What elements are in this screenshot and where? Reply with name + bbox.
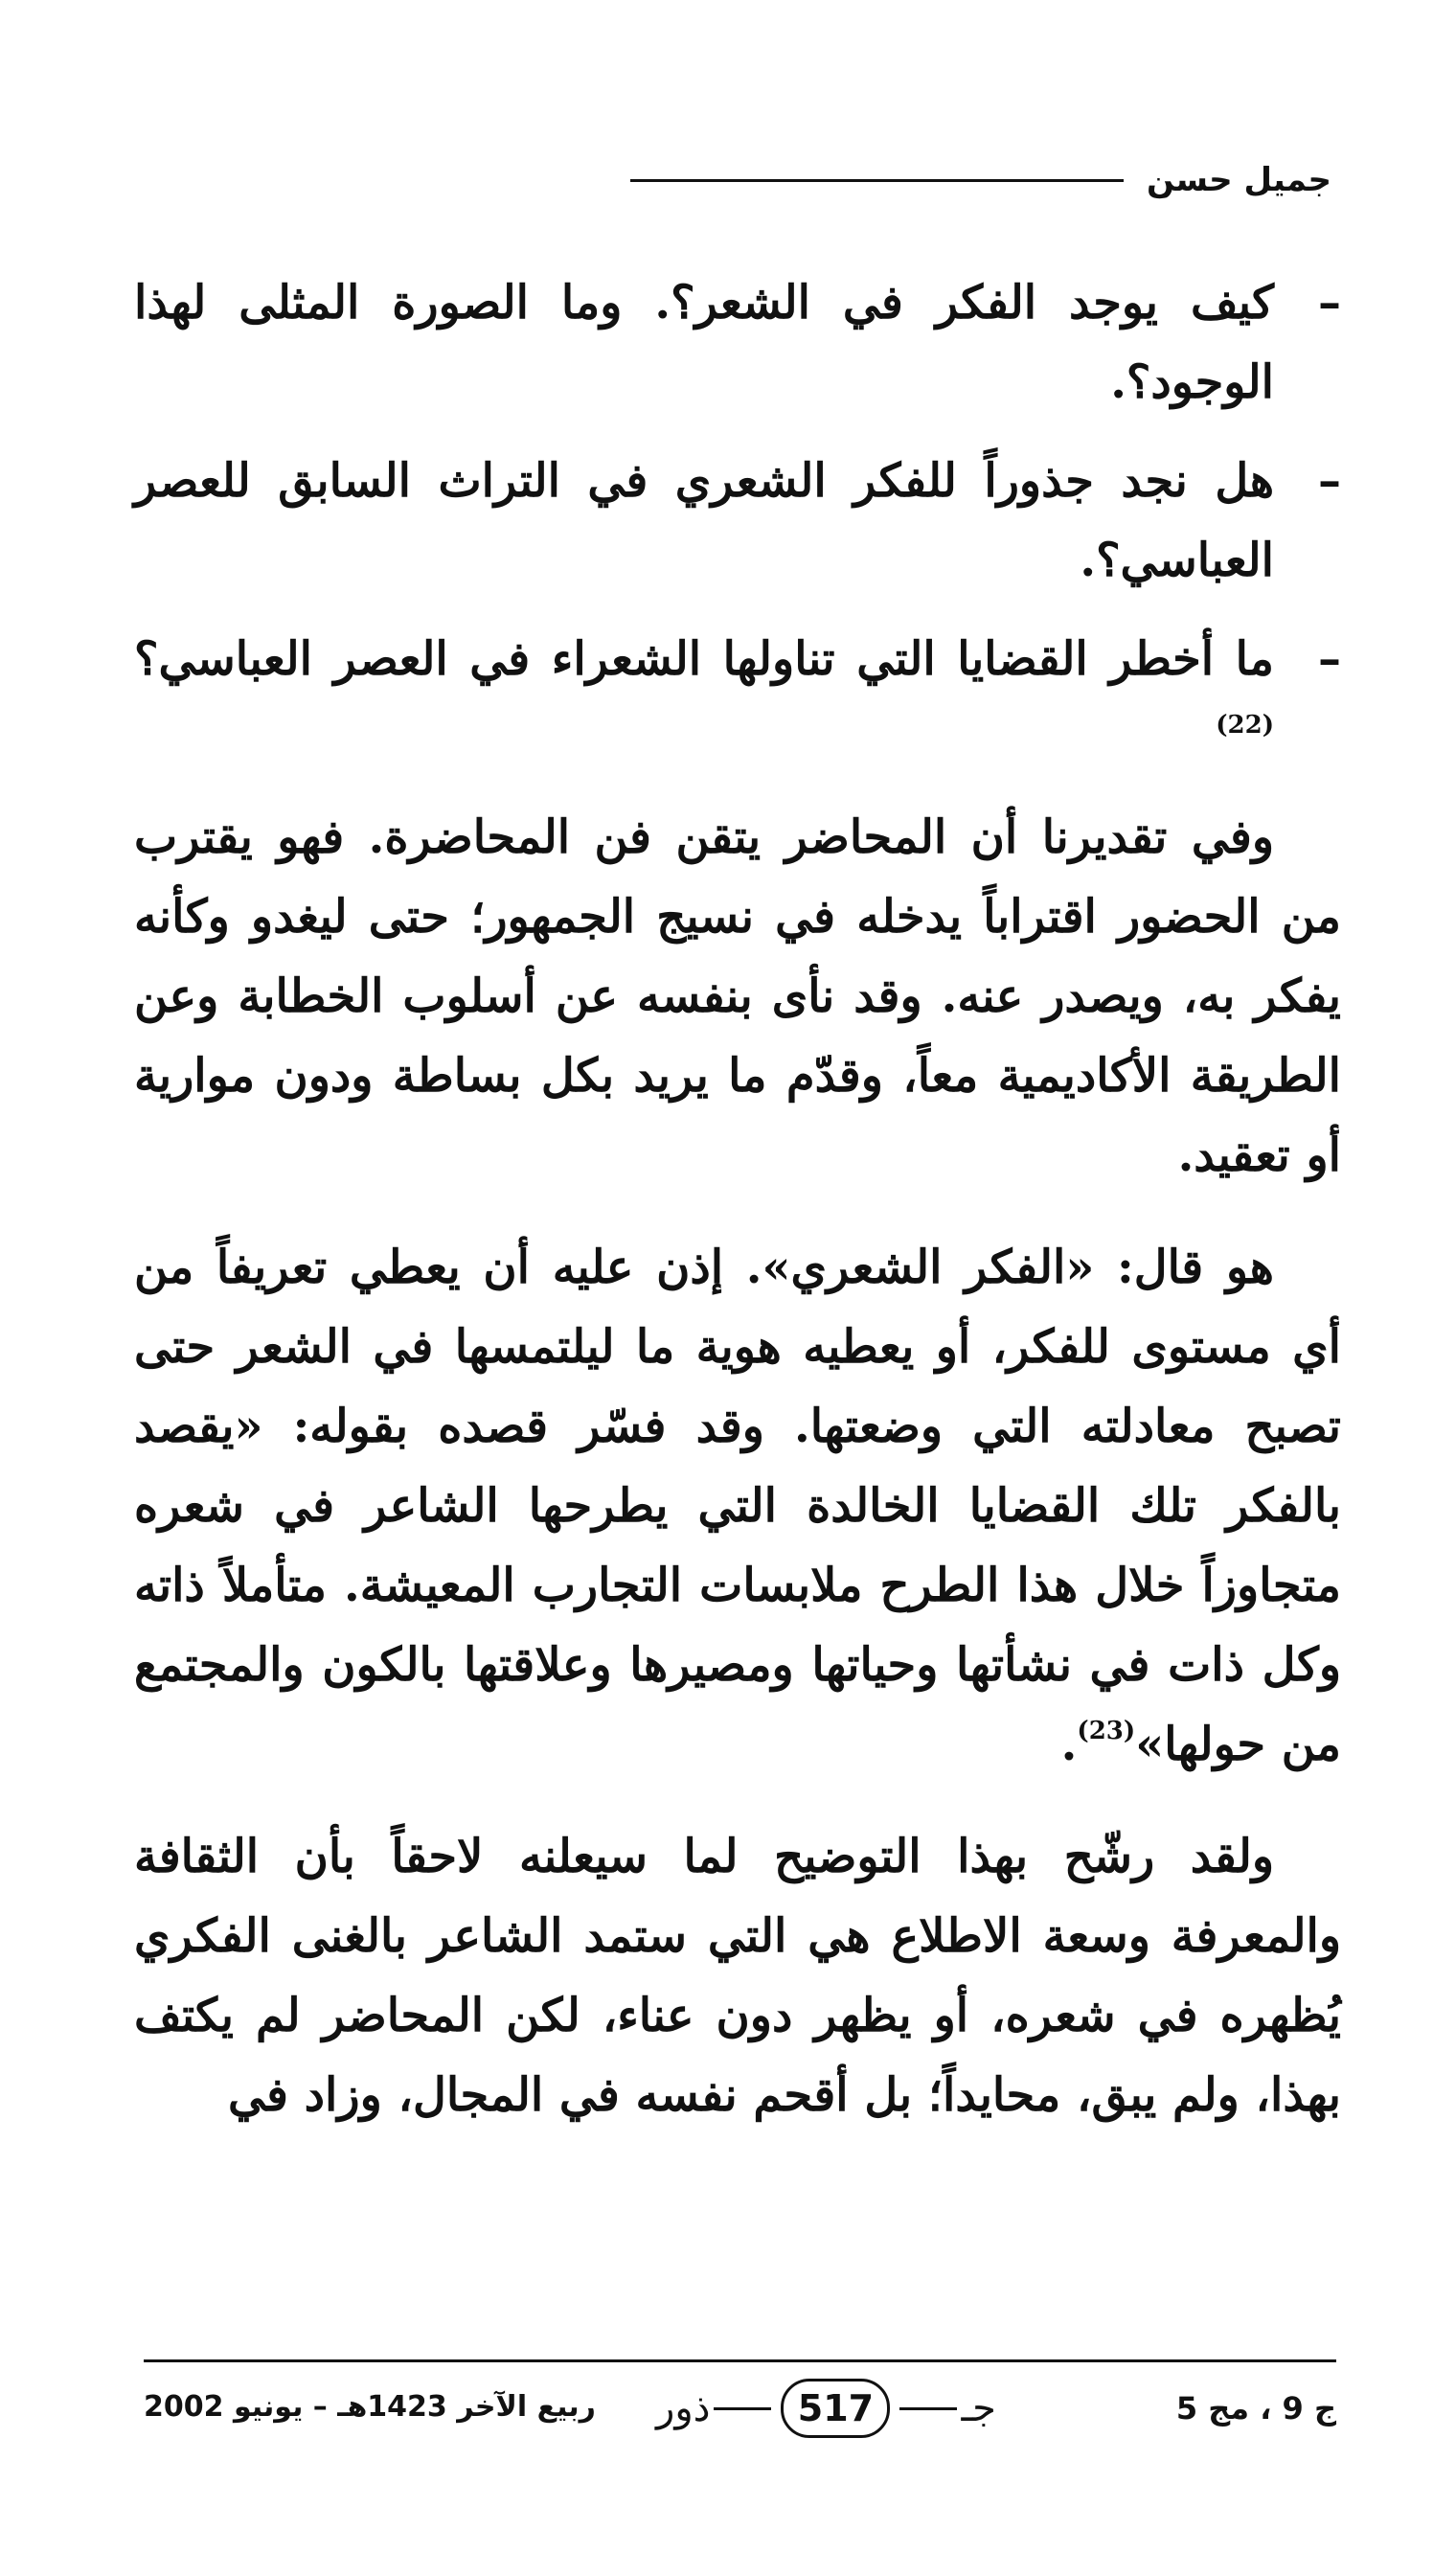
issue-date: ربيع الآخر 1423هـ – يونيو 2002: [144, 2390, 596, 2424]
issue-label: ج 9 ، مج 5: [1175, 2390, 1336, 2427]
question-dash: –: [1318, 632, 1341, 686]
paragraph-text: وفي تقديرنا أن المحاضر يتقن فن المحاضرة. فهو يقترب من الحضور اقتراباً يدخله في نسيج الجمهور؛ حتى ليغدو وكأنه يفكر به، ويصدر عنه. وقد نأى بنفسه عن أسلوب الخطابة وعن الطريقة الأكاديمية معاً، وقدّم ما يريد بكل بساطة ودون موارية أو تعقيد.: [134, 810, 1341, 1182]
question-text: هل نجد جذوراً للفكر الشعري في التراث السابق للعصر العباسي؟.: [134, 454, 1274, 587]
question-dash: –: [1318, 276, 1341, 330]
page-number: 517: [781, 2379, 890, 2438]
author-name: جميل حسن: [1146, 161, 1331, 199]
paragraph-text: هو قال: «الفكر الشعري». إذن عليه أن يعطي تعريفاً من أي مستوى للفكر، أو يعطيه هوية ما ليلتمسها في الشعر حتى تصبح معادلته التي وضعتها. وقد فسّر قصده بقوله: «يقصد بالفكر تلك القضايا الخالدة التي يطرحها الشاعر في شعره متجاوزاً خلال هذا الطرح ملابسات التجارب المعيشة. متأملاً ذاته وكل ذات في نشأتها وحياتها ومصيرها وعلاقتها بالكون والمجتمع من حولها»: [134, 1241, 1342, 1771]
question-item: [134, 442, 1341, 601]
question-item: [134, 620, 1341, 779]
question-item: [134, 263, 1341, 422]
header-rule: [630, 179, 1124, 182]
page-footer: [144, 2379, 1336, 2446]
paragraph: [134, 1228, 1341, 1785]
magazine-name-start: جـ: [961, 2386, 996, 2430]
paragraph: [134, 798, 1341, 1196]
footnote-ref: (23): [1077, 1717, 1136, 1745]
footer-rule: [144, 2359, 1336, 2362]
paragraph-text: ولقد رشّح بهذا التوضيح لما سيعلنه لاحقاً بأن الثقافة والمعرفة وسعة الاطلاع هي التي ستمد الشاعر بالغنى الفكري يُظهره في شعره، أو يظهر دون عناء، لكن المحاضر لم يكتف بهذا، ولم يبق، محايداً؛ بل أقحم نفسه في المجال، وزاد في: [134, 1830, 1342, 2122]
magazine-mark: [656, 2379, 996, 2438]
running-header: [144, 151, 1331, 209]
name-stroke: [714, 2407, 771, 2410]
question-text: كيف يوجد الفكر في الشعر؟. وما الصورة المثلى لهذا الوجود؟.: [134, 276, 1274, 409]
body-text: [134, 263, 1341, 2168]
paragraph: [134, 1817, 1341, 2135]
question-text: ما أخطر القضايا التي تناولها الشعراء في العصر العباسي؟: [134, 632, 1274, 686]
footnote-ref: (22): [1216, 711, 1274, 740]
question-dash: –: [1318, 454, 1341, 508]
paragraph-tail: .: [1060, 1718, 1078, 1771]
name-stroke: [899, 2407, 957, 2410]
magazine-name-end: ذور: [656, 2386, 711, 2430]
